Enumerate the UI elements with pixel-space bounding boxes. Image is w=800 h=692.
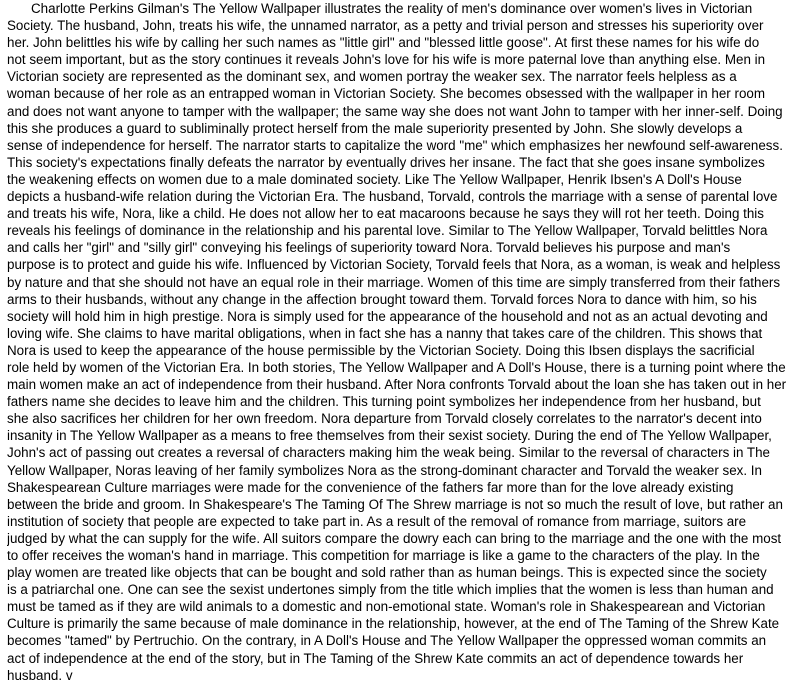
essay-line: and does not want anyone to tamper with the wallpaper; the same way she does not want John to tamper with her inner-self. Doing bbox=[7, 103, 783, 119]
essay-line: Charlotte Perkins Gilman's The Yellow Wallpaper illustrates the reality of men's dominance over women's lives in Victorian bbox=[31, 1, 753, 16]
essay-line: reveals his feelings of dominance in the relationship and his parental love. Similar to The Yellow Wallpaper, Torvald belittles Nora bbox=[7, 223, 768, 239]
essay-line: John's act of passing out creates a reversal of characters making him the weak being. Similar to the reversal of characters in The bbox=[7, 445, 770, 461]
essay-line: becomes "tamed" by Pertruchio. On the contrary, in A Doll's House and The Yellow Wallpaper the oppressed woman commits an bbox=[7, 633, 767, 649]
essay-line: Victorian society are represented as the dominant sex, and women portray the weaker sex. The narrator feels helpless as a bbox=[7, 69, 737, 85]
essay-line: insanity in The Yellow Wallpaper as a means to free themselves from their sexist society. During the end of The Yellow Wallpaper, bbox=[7, 428, 772, 444]
essay-line: and calls her "girl" and "silly girl" conveying his feelings of superiority toward Nora. Torvald believes his purpose and man's bbox=[7, 240, 731, 256]
essay-line: judged by what the can supply for the wife. All suitors compare the dowry each can bring to the marriage and the one with the most bbox=[7, 530, 782, 546]
essay-line: Yellow Wallpaper, Noras leaving of her family symbolizes Nora as the strong-dominant character and Torvald the weaker sex. In bbox=[7, 462, 762, 478]
essay-line: must be tamed as if they are wild animals to a domestic and non-emotional state. Woman's role in Shakespearean and Victorian bbox=[7, 599, 766, 615]
essay-line: arms to their husbands, without any change in the affection brought toward them. Torvald forces Nora to dance with him, so his bbox=[7, 291, 757, 307]
essay-line: and treats his wife, Nora, like a child. He does not allow her to eat macaroons because he says they will rot her teeth. Doing this bbox=[7, 206, 764, 222]
essay-line: play women are treated like objects that can be bought and sold rather than as human beings. This is expected since the society bbox=[7, 565, 767, 581]
essay-line: depicts a husband-wife relation during the Victorian Era. The husband, Torvald, controls the marriage with a sense of parental love bbox=[7, 189, 778, 205]
essay-line: Society. The husband, John, treats his wife, the unnamed narrator, as a petty and trivial person and stresses his superiority over bbox=[7, 18, 764, 34]
essay-line: role held by women of the Victorian Era. In both stories, The Yellow Wallpaper and A Doll's House, there is a turning point where the bbox=[7, 359, 786, 375]
essay-line: This society's expectations finally defeats the narrator by eventually drives her insane. The fact that she goes insane symbolizes bbox=[7, 154, 765, 170]
essay-line: the weakening effects on women due to a male dominated society. Like The Yellow Wallpaper, Henrik Ibsen's A Doll's House bbox=[7, 171, 742, 187]
essay-line: society will hold him in high prestige. Nora is simply used for the appearance of the household and not as an actual devoting and bbox=[7, 308, 768, 324]
essay-line: sense of independence for herself. The narrator starts to capitalize the word "me" which emphasizes her newfound self-awareness. bbox=[7, 137, 783, 153]
essay-line: Shakespearean Culture marriages were made for the convenience of the fathers far more than for the love already existing bbox=[7, 479, 734, 495]
essay-line: institution of society that people are expected to take part in. As a result of the removal of romance from marriage, suitors are bbox=[7, 513, 747, 529]
essay-line: not seem important, but as the story continues it reveals John's love for his wife is more paternal love than anything else. Men in bbox=[7, 52, 766, 68]
essay-line: act of independence at the end of the story, but in The Taming of the Shrew Kate commits an act of dependence towards her bbox=[7, 650, 744, 666]
essay-line: fathers name she decides to leave him and the children. This turning point symbolizes her independence from her husband, but bbox=[7, 394, 761, 410]
essay-line: Nora is used to keep the appearance of the house permissible by the Victorian Society. Doing this Ibsen displays the sacrificial bbox=[7, 342, 755, 358]
essay-line: loving wife. She claims to have marital obligations, when in fact she has a nanny that takes care of the children. This shows that bbox=[7, 325, 763, 341]
essay-line: woman because of her role as an entrapped woman in Victorian Society. She becomes obsessed with the wallpaper in her room bbox=[7, 86, 765, 102]
essay-line: to offer receives the woman's hand in marriage. This competition for marriage is like a game to the characters of the play. In the bbox=[7, 548, 760, 563]
essay-line: by nature and that she should not have an equal role in their marriage. Women of this time are simply transferred from their fathers bbox=[7, 274, 781, 290]
essay-line: this she produces a guard to subliminally protect herself from the male superiority presented by John. She slowly develops a bbox=[7, 120, 743, 136]
essay-line: she also sacrifices her children for her own freedom. Nora departure from Torvald closely correlates to the narrator's decent into bbox=[7, 411, 762, 427]
essay-line: husband. v bbox=[7, 667, 73, 683]
essay-line: her. John belittles his wife by calling her such names as "little girl" and "blessed little goose". At first these names for his wife do bbox=[7, 35, 760, 51]
essay-line: between the bride and groom. In Shakespeare's The Taming Of The Shrew marriage is not so much the result of love, but rather an bbox=[7, 496, 783, 512]
essay-line: Culture is primarily the same because of male dominance in the relationship, however, at the end of The Taming of the Shrew Kate bbox=[7, 616, 780, 632]
essay-line: main women make an act of independence from their husband. After Nora confronts Torvald about the loan she has taken out in her bbox=[7, 377, 787, 393]
essay-line: purpose is to protect and guide his wife. Influenced by Victorian Society, Torvald feels that Nora, as a woman, is weak and helpless bbox=[7, 257, 781, 273]
essay-line: is a patriarchal one. One can see the sexist undertones simply from the title which implies that the women is less than human and bbox=[7, 582, 774, 598]
